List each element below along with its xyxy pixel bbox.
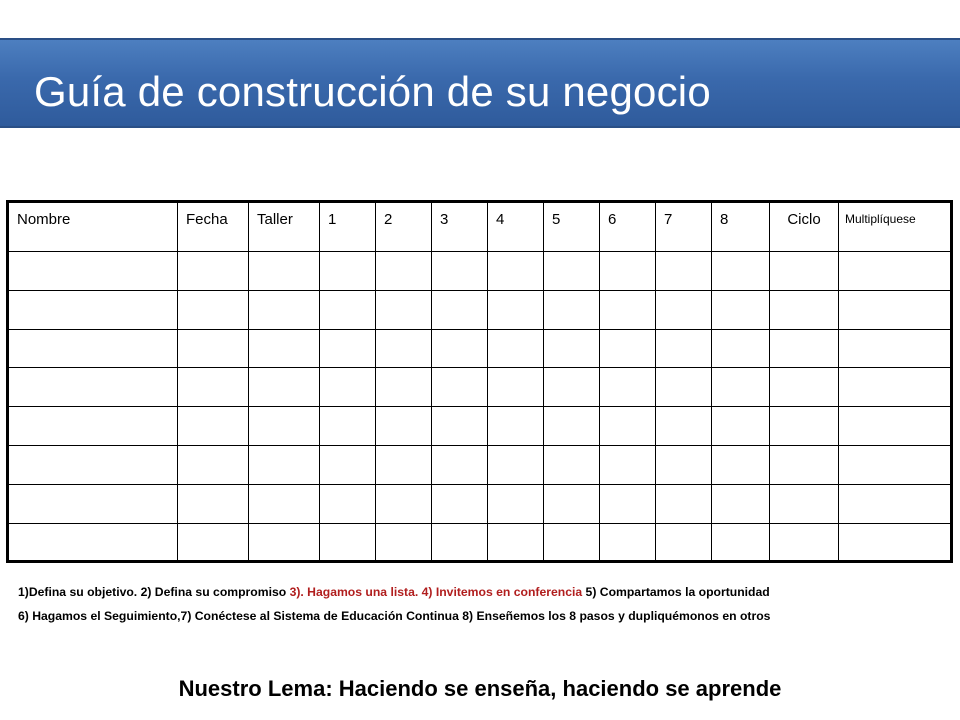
- table-cell[interactable]: [249, 445, 320, 484]
- table-cell[interactable]: [249, 523, 320, 562]
- table-cell[interactable]: [656, 290, 712, 329]
- motto: Nuestro Lema: Haciendo se enseña, haciendo se aprende: [178, 676, 782, 701]
- table-cell[interactable]: [320, 523, 376, 562]
- table-cell[interactable]: [8, 407, 178, 446]
- table-cell[interactable]: [839, 407, 952, 446]
- table-cell[interactable]: [488, 252, 544, 291]
- table-cell[interactable]: [656, 484, 712, 523]
- table-cell[interactable]: [600, 290, 656, 329]
- table-cell[interactable]: [656, 368, 712, 407]
- column-header-step-8: 8: [712, 202, 770, 252]
- table-cell[interactable]: [320, 445, 376, 484]
- table-cell[interactable]: [770, 407, 839, 446]
- table-cell[interactable]: [376, 252, 432, 291]
- table-cell[interactable]: [544, 329, 600, 368]
- table-cell[interactable]: [839, 329, 952, 368]
- table-cell[interactable]: [376, 445, 432, 484]
- table-cell[interactable]: [178, 445, 249, 484]
- column-header-step-3: 3: [432, 202, 488, 252]
- column-header-step-4: 4: [488, 202, 544, 252]
- table-cell[interactable]: [656, 329, 712, 368]
- table-cell[interactable]: [839, 368, 952, 407]
- table-cell[interactable]: [544, 290, 600, 329]
- table-cell[interactable]: [488, 329, 544, 368]
- steps-instructions: [18, 585, 948, 633]
- table-cell[interactable]: [770, 329, 839, 368]
- table-cell[interactable]: [432, 445, 488, 484]
- table-cell[interactable]: [320, 290, 376, 329]
- table-cell[interactable]: [488, 523, 544, 562]
- table-cell[interactable]: [839, 445, 952, 484]
- table-cell[interactable]: [249, 290, 320, 329]
- table-cell[interactable]: [770, 445, 839, 484]
- table-cell[interactable]: [770, 252, 839, 291]
- table-cell[interactable]: [178, 290, 249, 329]
- table-cell[interactable]: [178, 484, 249, 523]
- table-cell[interactable]: [8, 523, 178, 562]
- column-header-step-1: 1: [320, 202, 376, 252]
- table-cell[interactable]: [8, 290, 178, 329]
- table-cell[interactable]: [432, 523, 488, 562]
- steps-line-1-part-3: 5) Compartamos la oportunidad: [582, 585, 770, 599]
- table-cell[interactable]: [178, 523, 249, 562]
- table-cell[interactable]: [544, 407, 600, 446]
- table-cell[interactable]: [712, 329, 770, 368]
- table-row: [8, 445, 952, 484]
- table-cell[interactable]: [600, 329, 656, 368]
- table-cell[interactable]: [488, 368, 544, 407]
- table-cell[interactable]: [320, 368, 376, 407]
- table-cell[interactable]: [600, 407, 656, 446]
- table-cell[interactable]: [770, 290, 839, 329]
- steps-line-1-part-1: 1)Defina su objetivo. 2) Defina su compromiso: [18, 585, 290, 599]
- table-cell[interactable]: [839, 484, 952, 523]
- table-cell[interactable]: [600, 252, 656, 291]
- table-cell[interactable]: [432, 407, 488, 446]
- column-header-step-5: 5: [544, 202, 600, 252]
- column-header-step-6: 6: [600, 202, 656, 252]
- table-cell[interactable]: [178, 252, 249, 291]
- table-cell[interactable]: [488, 484, 544, 523]
- table-header-row: [8, 202, 952, 252]
- table-row: [8, 252, 952, 291]
- table-cell[interactable]: [656, 407, 712, 446]
- table-row: [8, 290, 952, 329]
- column-header-multipliquese: Multiplíquese: [839, 202, 952, 252]
- table-cell[interactable]: [600, 368, 656, 407]
- steps-line-2: 6) Hagamos el Seguimiento,7) Conéctese al Sistema de Educación Continua 8) Enseñemos los 8 pasos y dupliquémonos en otros: [18, 609, 771, 623]
- table-cell[interactable]: [249, 484, 320, 523]
- table-cell[interactable]: [320, 484, 376, 523]
- table-cell[interactable]: [320, 407, 376, 446]
- table-cell[interactable]: [656, 523, 712, 562]
- tracking-table: [6, 200, 953, 563]
- table-cell[interactable]: [544, 368, 600, 407]
- table-cell[interactable]: [712, 523, 770, 562]
- table-row: [8, 407, 952, 446]
- table-cell[interactable]: [656, 445, 712, 484]
- table-cell[interactable]: [712, 290, 770, 329]
- table-cell[interactable]: [320, 329, 376, 368]
- table-cell[interactable]: [839, 290, 952, 329]
- title-banner: [0, 38, 960, 128]
- table-cell[interactable]: [712, 252, 770, 291]
- table-cell[interactable]: [8, 445, 178, 484]
- table-cell[interactable]: [249, 407, 320, 446]
- table-cell[interactable]: [600, 484, 656, 523]
- column-header-nombre: Nombre: [8, 202, 178, 252]
- table-cell[interactable]: [376, 368, 432, 407]
- table-cell[interactable]: [488, 407, 544, 446]
- table-row: [8, 368, 952, 407]
- page-title: Guía de construcción de su negocio: [34, 68, 711, 115]
- table-cell[interactable]: [770, 368, 839, 407]
- table-cell[interactable]: [770, 523, 839, 562]
- table-cell[interactable]: [432, 252, 488, 291]
- table-cell[interactable]: [600, 445, 656, 484]
- table-cell[interactable]: [839, 523, 952, 562]
- table-cell[interactable]: [712, 445, 770, 484]
- column-header-ciclo: Ciclo: [770, 202, 839, 252]
- table-cell[interactable]: [376, 290, 432, 329]
- table-cell[interactable]: [249, 252, 320, 291]
- table-cell[interactable]: [544, 484, 600, 523]
- table-cell[interactable]: [488, 290, 544, 329]
- table-cell[interactable]: [376, 523, 432, 562]
- column-header-fecha: Fecha: [178, 202, 249, 252]
- table-cell[interactable]: [544, 445, 600, 484]
- table-cell[interactable]: [432, 329, 488, 368]
- table-cell[interactable]: [8, 329, 178, 368]
- table-cell[interactable]: [712, 484, 770, 523]
- table-cell[interactable]: [839, 252, 952, 291]
- table-row: [8, 329, 952, 368]
- table-cell[interactable]: [249, 368, 320, 407]
- table-row: [8, 484, 952, 523]
- table-cell[interactable]: [432, 368, 488, 407]
- table-cell[interactable]: [600, 523, 656, 562]
- table-body: [8, 252, 952, 562]
- table-cell[interactable]: [544, 252, 600, 291]
- table-cell[interactable]: [656, 252, 712, 291]
- table-cell[interactable]: [8, 252, 178, 291]
- table-cell[interactable]: [376, 329, 432, 368]
- table-cell[interactable]: [8, 368, 178, 407]
- steps-line-1: [18, 585, 948, 609]
- table-cell[interactable]: [249, 329, 320, 368]
- table-cell[interactable]: [320, 252, 376, 291]
- table-cell[interactable]: [432, 290, 488, 329]
- column-header-taller: Taller: [249, 202, 320, 252]
- column-header-step-2: 2: [376, 202, 432, 252]
- table-cell[interactable]: [178, 407, 249, 446]
- table-cell[interactable]: [432, 484, 488, 523]
- table-cell[interactable]: [376, 407, 432, 446]
- table-cell[interactable]: [178, 368, 249, 407]
- column-header-step-7: 7: [656, 202, 712, 252]
- table-cell[interactable]: [8, 484, 178, 523]
- table-cell[interactable]: [712, 407, 770, 446]
- table-cell[interactable]: [178, 329, 249, 368]
- table-cell[interactable]: [712, 368, 770, 407]
- table-cell[interactable]: [770, 484, 839, 523]
- table-cell[interactable]: [376, 484, 432, 523]
- steps-line-1-highlight: 3). Hagamos una lista. 4) Invitemos en conferencia: [289, 585, 583, 599]
- table-cell[interactable]: [544, 523, 600, 562]
- table-row: [8, 523, 952, 562]
- table-cell[interactable]: [488, 445, 544, 484]
